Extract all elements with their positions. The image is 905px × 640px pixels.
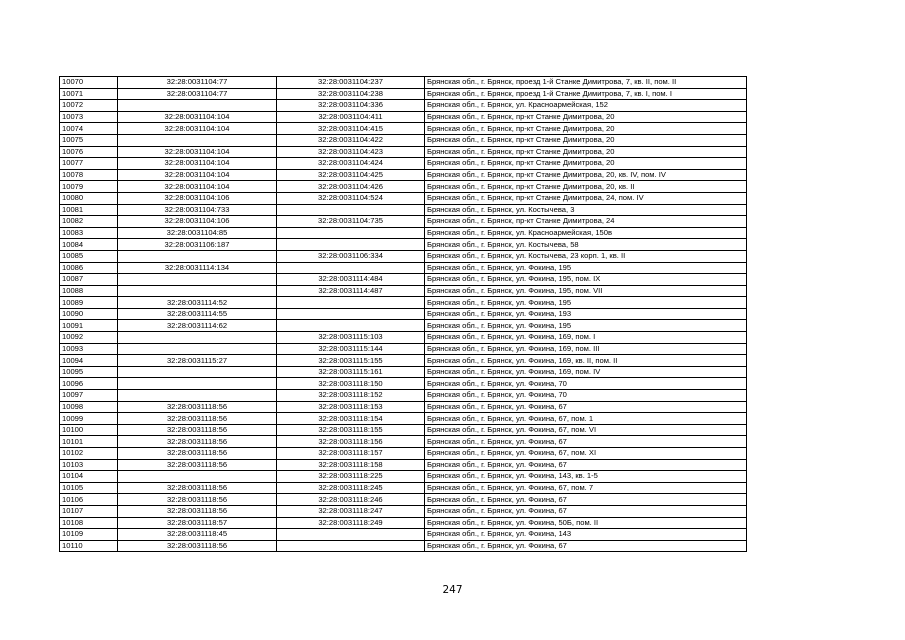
address-cell: Брянская обл., г. Брянск, ул. Фокина, 67 <box>425 540 747 552</box>
row-number-cell: 10091 <box>60 320 118 332</box>
address-cell: Брянская обл., г. Брянск, ул. Фокина, 169, кв. II, пом. II <box>425 355 747 367</box>
parcel-cadastral-number-cell: 32:28:0031114:52 <box>118 297 277 309</box>
address-cell: Брянская обл., г. Брянск, ул. Фокина, 169, пом. III <box>425 343 747 355</box>
parcel-cadastral-number-cell <box>118 378 277 390</box>
premises-cadastral-number-cell <box>277 262 425 274</box>
address-cell: Брянская обл., г. Брянск, ул. Фокина, 195 <box>425 297 747 309</box>
row-number-cell: 10076 <box>60 146 118 158</box>
row-number-cell: 10088 <box>60 285 118 297</box>
row-number-cell: 10110 <box>60 540 118 552</box>
address-cell: Брянская обл., г. Брянск, пр-кт Станке Димитрова, 20 <box>425 123 747 135</box>
table-row <box>60 540 747 552</box>
row-number-cell: 10109 <box>60 529 118 541</box>
parcel-cadastral-number-cell <box>118 343 277 355</box>
address-cell: Брянская обл., г. Брянск, пр-кт Станке Димитрова, 20, кв. IV, пом. IV <box>425 169 747 181</box>
parcel-cadastral-number-cell: 32:28:0031104:77 <box>118 77 277 89</box>
row-number-cell: 10079 <box>60 181 118 193</box>
row-number-cell: 10075 <box>60 134 118 146</box>
address-cell: Брянская обл., г. Брянск, ул. Фокина, 195, пом. IX <box>425 274 747 286</box>
table-row <box>60 274 747 286</box>
row-number-cell: 10092 <box>60 332 118 344</box>
table-row <box>60 343 747 355</box>
table-row <box>60 169 747 181</box>
address-cell: Брянская обл., г. Брянск, ул. Фокина, 67, пом. XI <box>425 448 747 460</box>
row-number-cell: 10103 <box>60 459 118 471</box>
row-number-cell: 10093 <box>60 343 118 355</box>
address-cell: Брянская обл., г. Брянск, ул. Фокина, 67 <box>425 436 747 448</box>
table-row <box>60 297 747 309</box>
table-row <box>60 424 747 436</box>
address-cell: Брянская обл., г. Брянск, ул. Фокина, 67, пом. VI <box>425 424 747 436</box>
page-number: 247 <box>442 584 463 596</box>
row-number-cell: 10074 <box>60 123 118 135</box>
premises-cadastral-number-cell: 32:28:0031118:154 <box>277 413 425 425</box>
table-row <box>60 181 747 193</box>
premises-cadastral-number-cell: 32:28:0031104:424 <box>277 158 425 170</box>
premises-cadastral-number-cell: 32:28:0031104:415 <box>277 123 425 135</box>
parcel-cadastral-number-cell: 32:28:0031104:104 <box>118 181 277 193</box>
table-row <box>60 494 747 506</box>
address-cell: Брянская обл., г. Брянск, ул. Фокина, 195 <box>425 262 747 274</box>
parcel-cadastral-number-cell <box>118 390 277 402</box>
parcel-cadastral-number-cell <box>118 250 277 262</box>
row-number-cell: 10089 <box>60 297 118 309</box>
premises-cadastral-number-cell <box>277 204 425 216</box>
row-number-cell: 10095 <box>60 366 118 378</box>
premises-cadastral-number-cell: 32:28:0031118:158 <box>277 459 425 471</box>
row-number-cell: 10100 <box>60 424 118 436</box>
parcel-cadastral-number-cell: 32:28:0031114:134 <box>118 262 277 274</box>
parcel-cadastral-number-cell: 32:28:0031104:104 <box>118 169 277 181</box>
row-number-cell: 10094 <box>60 355 118 367</box>
parcel-cadastral-number-cell: 32:28:0031114:55 <box>118 308 277 320</box>
table-row <box>60 505 747 517</box>
premises-cadastral-number-cell: 32:28:0031104:237 <box>277 77 425 89</box>
premises-cadastral-number-cell <box>277 239 425 251</box>
row-number-cell: 10090 <box>60 308 118 320</box>
table-row <box>60 413 747 425</box>
table-row <box>60 123 747 135</box>
row-number-cell: 10070 <box>60 77 118 89</box>
row-number-cell: 10078 <box>60 169 118 181</box>
address-cell: Брянская обл., г. Брянск, пр-кт Станке Димитрова, 20 <box>425 134 747 146</box>
parcel-cadastral-number-cell: 32:28:0031118:56 <box>118 436 277 448</box>
row-number-cell: 10085 <box>60 250 118 262</box>
parcel-cadastral-number-cell: 32:28:0031118:56 <box>118 505 277 517</box>
address-cell: Брянская обл., г. Брянск, ул. Фокина, 50Б, пом. II <box>425 517 747 529</box>
row-number-cell: 10106 <box>60 494 118 506</box>
table-row <box>60 308 747 320</box>
address-cell: Брянская обл., г. Брянск, ул. Фокина, 143, кв. 1-5 <box>425 471 747 483</box>
premises-cadastral-number-cell: 32:28:0031118:225 <box>277 471 425 483</box>
row-number-cell: 10084 <box>60 239 118 251</box>
address-cell: Брянская обл., г. Брянск, ул. Фокина, 70 <box>425 390 747 402</box>
address-cell: Брянская обл., г. Брянск, ул. Фокина, 67 <box>425 494 747 506</box>
table-row <box>60 366 747 378</box>
parcel-cadastral-number-cell: 32:28:0031104:77 <box>118 88 277 100</box>
table-row <box>60 436 747 448</box>
row-number-cell: 10072 <box>60 100 118 112</box>
premises-cadastral-number-cell: 32:28:0031104:423 <box>277 146 425 158</box>
row-number-cell: 10105 <box>60 482 118 494</box>
parcel-cadastral-number-cell: 32:28:0031104:106 <box>118 216 277 228</box>
row-number-cell: 10096 <box>60 378 118 390</box>
table-row <box>60 529 747 541</box>
premises-cadastral-number-cell: 32:28:0031118:153 <box>277 401 425 413</box>
parcel-cadastral-number-cell: 32:28:0031118:56 <box>118 424 277 436</box>
table-row <box>60 448 747 460</box>
address-cell: Брянская обл., г. Брянск, ул. Костычева, 3 <box>425 204 747 216</box>
parcel-cadastral-number-cell <box>118 332 277 344</box>
address-cell: Брянская обл., г. Брянск, ул. Фокина, 169, пом. IV <box>425 366 747 378</box>
table-row <box>60 192 747 204</box>
premises-cadastral-number-cell: 32:28:0031104:336 <box>277 100 425 112</box>
premises-cadastral-number-cell: 32:28:0031115:103 <box>277 332 425 344</box>
premises-cadastral-number-cell: 32:28:0031114:484 <box>277 274 425 286</box>
premises-cadastral-number-cell: 32:28:0031104:735 <box>277 216 425 228</box>
premises-cadastral-number-cell: 32:28:0031118:157 <box>277 448 425 460</box>
address-cell: Брянская обл., г. Брянск, ул. Фокина, 67, пом. 1 <box>425 413 747 425</box>
address-cell: Брянская обл., г. Брянск, ул. Фокина, 67, пом. 7 <box>425 482 747 494</box>
parcel-cadastral-number-cell <box>118 274 277 286</box>
premises-cadastral-number-cell: 32:28:0031115:144 <box>277 343 425 355</box>
table-row <box>60 100 747 112</box>
parcel-cadastral-number-cell <box>118 366 277 378</box>
address-cell: Брянская обл., г. Брянск, ул. Костычева, 58 <box>425 239 747 251</box>
parcel-cadastral-number-cell: 32:28:0031104:106 <box>118 192 277 204</box>
parcel-cadastral-number-cell <box>118 471 277 483</box>
premises-cadastral-number-cell: 32:28:0031106:334 <box>277 250 425 262</box>
parcel-cadastral-number-cell: 32:28:0031104:104 <box>118 123 277 135</box>
premises-cadastral-number-cell: 32:28:0031118:156 <box>277 436 425 448</box>
premises-cadastral-number-cell: 32:28:0031118:155 <box>277 424 425 436</box>
table-row <box>60 88 747 100</box>
parcel-cadastral-number-cell: 32:28:0031104:104 <box>118 146 277 158</box>
table-row <box>60 158 747 170</box>
address-cell: Брянская обл., г. Брянск, ул. Фокина, 67 <box>425 505 747 517</box>
table-row <box>60 216 747 228</box>
parcel-cadastral-number-cell: 32:28:0031115:27 <box>118 355 277 367</box>
row-number-cell: 10082 <box>60 216 118 228</box>
address-cell: Брянская обл., г. Брянск, пр-кт Станке Димитрова, 24, пом. IV <box>425 192 747 204</box>
address-cell: Брянская обл., г. Брянск, пр-кт Станке Димитрова, 20 <box>425 111 747 123</box>
table-row <box>60 262 747 274</box>
table-row <box>60 517 747 529</box>
premises-cadastral-number-cell: 32:28:0031118:247 <box>277 505 425 517</box>
parcel-cadastral-number-cell: 32:28:0031118:56 <box>118 494 277 506</box>
address-cell: Брянская обл., г. Брянск, проезд 1-й Станке Димитрова, 7, кв. I, пом. I <box>425 88 747 100</box>
row-number-cell: 10087 <box>60 274 118 286</box>
table-row <box>60 471 747 483</box>
address-cell: Брянская обл., г. Брянск, проезд 1-й Станке Димитрова, 7, кв. II, пом. II <box>425 77 747 89</box>
table-row <box>60 77 747 89</box>
address-cell: Брянская обл., г. Брянск, пр-кт Станке Димитрова, 20, кв. II <box>425 181 747 193</box>
premises-cadastral-number-cell <box>277 320 425 332</box>
premises-cadastral-number-cell: 32:28:0031104:411 <box>277 111 425 123</box>
table-row <box>60 250 747 262</box>
table-row <box>60 146 747 158</box>
premises-cadastral-number-cell <box>277 308 425 320</box>
parcel-cadastral-number-cell: 32:28:0031104:104 <box>118 158 277 170</box>
parcel-cadastral-number-cell: 32:28:0031104:104 <box>118 111 277 123</box>
parcel-cadastral-number-cell: 32:28:0031106:187 <box>118 239 277 251</box>
address-cell: Брянская обл., г. Брянск, пр-кт Станке Димитрова, 20 <box>425 146 747 158</box>
parcel-cadastral-number-cell <box>118 100 277 112</box>
premises-cadastral-number-cell <box>277 227 425 239</box>
row-number-cell: 10102 <box>60 448 118 460</box>
row-number-cell: 10098 <box>60 401 118 413</box>
address-cell: Брянская обл., г. Брянск, пр-кт Станке Димитрова, 20 <box>425 158 747 170</box>
parcel-cadastral-number-cell: 32:28:0031118:45 <box>118 529 277 541</box>
premises-cadastral-number-cell: 32:28:0031104:238 <box>277 88 425 100</box>
table-row <box>60 134 747 146</box>
parcel-cadastral-number-cell: 32:28:0031118:56 <box>118 540 277 552</box>
table-row <box>60 111 747 123</box>
address-cell: Брянская обл., г. Брянск, ул. Фокина, 195, пом. VII <box>425 285 747 297</box>
premises-cadastral-number-cell: 32:28:0031118:245 <box>277 482 425 494</box>
premises-cadastral-number-cell: 32:28:0031115:161 <box>277 366 425 378</box>
row-number-cell: 10097 <box>60 390 118 402</box>
table-row <box>60 239 747 251</box>
address-cell: Брянская обл., г. Брянск, ул. Фокина, 195 <box>425 320 747 332</box>
premises-cadastral-number-cell: 32:28:0031118:246 <box>277 494 425 506</box>
parcel-cadastral-number-cell: 32:28:0031118:56 <box>118 413 277 425</box>
row-number-cell: 10108 <box>60 517 118 529</box>
parcel-cadastral-number-cell: 32:28:0031118:56 <box>118 448 277 460</box>
premises-cadastral-number-cell <box>277 529 425 541</box>
premises-cadastral-number-cell: 32:28:0031115:155 <box>277 355 425 367</box>
parcel-cadastral-number-cell: 32:28:0031118:56 <box>118 401 277 413</box>
address-cell: Брянская обл., г. Брянск, ул. Костычева, 23 корп. 1, кв. II <box>425 250 747 262</box>
row-number-cell: 10081 <box>60 204 118 216</box>
premises-cadastral-number-cell: 32:28:0031104:422 <box>277 134 425 146</box>
address-cell: Брянская обл., г. Брянск, ул. Фокина, 67 <box>425 459 747 471</box>
parcel-cadastral-number-cell <box>118 134 277 146</box>
table-row <box>60 227 747 239</box>
table-row <box>60 378 747 390</box>
parcel-cadastral-number-cell: 32:28:0031104:85 <box>118 227 277 239</box>
premises-cadastral-number-cell: 32:28:0031118:152 <box>277 390 425 402</box>
address-cell: Брянская обл., г. Брянск, пр-кт Станке Димитрова, 24 <box>425 216 747 228</box>
premises-cadastral-number-cell <box>277 297 425 309</box>
premises-cadastral-number-cell: 32:28:0031104:426 <box>277 181 425 193</box>
table-row <box>60 459 747 471</box>
row-number-cell: 10083 <box>60 227 118 239</box>
row-number-cell: 10101 <box>60 436 118 448</box>
row-number-cell: 10086 <box>60 262 118 274</box>
premises-cadastral-number-cell: 32:28:0031104:425 <box>277 169 425 181</box>
table-row <box>60 332 747 344</box>
premises-cadastral-number-cell: 32:28:0031118:249 <box>277 517 425 529</box>
address-cell: Брянская обл., г. Брянск, ул. Фокина, 67 <box>425 401 747 413</box>
table-row <box>60 204 747 216</box>
parcel-cadastral-number-cell: 32:28:0031118:57 <box>118 517 277 529</box>
parcel-cadastral-number-cell: 32:28:0031118:56 <box>118 482 277 494</box>
table-row <box>60 285 747 297</box>
row-number-cell: 10107 <box>60 505 118 517</box>
premises-cadastral-number-cell: 32:28:0031114:487 <box>277 285 425 297</box>
row-number-cell: 10099 <box>60 413 118 425</box>
premises-cadastral-number-cell <box>277 540 425 552</box>
property-table-body <box>60 77 747 552</box>
row-number-cell: 10080 <box>60 192 118 204</box>
address-cell: Брянская обл., г. Брянск, ул. Красноармейская, 150в <box>425 227 747 239</box>
table-row <box>60 320 747 332</box>
parcel-cadastral-number-cell: 32:28:0031114:62 <box>118 320 277 332</box>
row-number-cell: 10073 <box>60 111 118 123</box>
row-number-cell: 10071 <box>60 88 118 100</box>
parcel-cadastral-number-cell <box>118 285 277 297</box>
table-row <box>60 355 747 367</box>
address-cell: Брянская обл., г. Брянск, ул. Фокина, 70 <box>425 378 747 390</box>
premises-cadastral-number-cell: 32:28:0031118:150 <box>277 378 425 390</box>
address-cell: Брянская обл., г. Брянск, ул. Фокина, 193 <box>425 308 747 320</box>
table-row <box>60 390 747 402</box>
address-cell: Брянская обл., г. Брянск, ул. Фокина, 143 <box>425 529 747 541</box>
parcel-cadastral-number-cell: 32:28:0031104:733 <box>118 204 277 216</box>
row-number-cell: 10077 <box>60 158 118 170</box>
parcel-cadastral-number-cell: 32:28:0031118:56 <box>118 459 277 471</box>
address-cell: Брянская обл., г. Брянск, ул. Красноармейская, 152 <box>425 100 747 112</box>
property-table <box>59 76 747 552</box>
table-row <box>60 401 747 413</box>
table-row <box>60 482 747 494</box>
row-number-cell: 10104 <box>60 471 118 483</box>
address-cell: Брянская обл., г. Брянск, ул. Фокина, 169, пом. I <box>425 332 747 344</box>
premises-cadastral-number-cell: 32:28:0031104:524 <box>277 192 425 204</box>
